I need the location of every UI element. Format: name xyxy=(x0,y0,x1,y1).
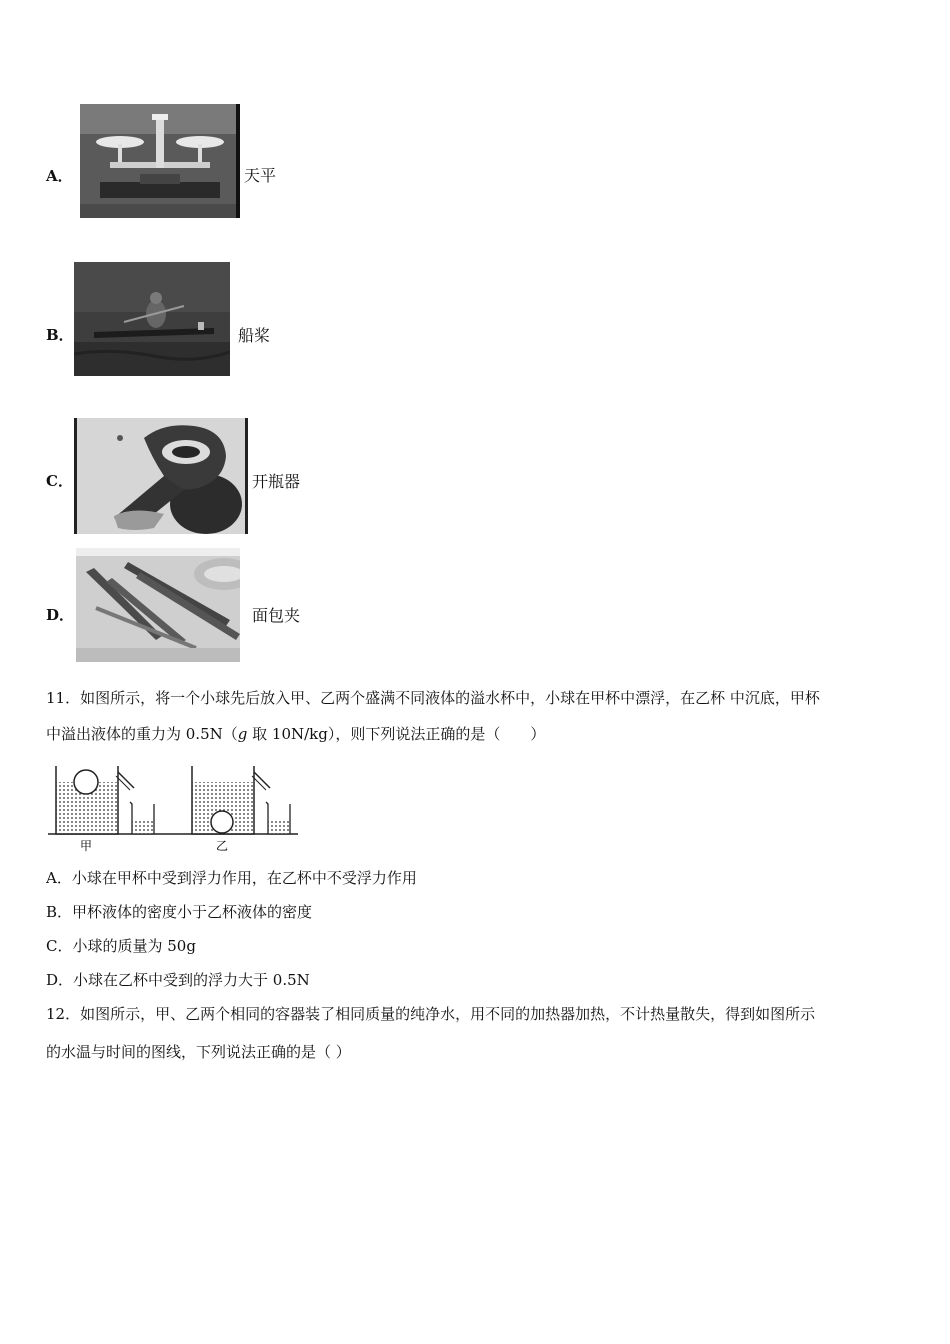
q11-option-b: B．甲杯液体的密度小于乙杯液体的密度 xyxy=(46,903,313,921)
option-b-caption: 船桨 xyxy=(238,326,271,345)
option-a-caption: 天平 xyxy=(244,166,277,185)
option-b-letter: B． xyxy=(46,326,74,344)
option-d-caption: 面包夹 xyxy=(252,606,301,625)
option-d-letter: D． xyxy=(46,606,75,624)
q11-option-d: D．小球在乙杯中受到的浮力大于 0.5N xyxy=(46,971,310,989)
option-a-letter: A． xyxy=(46,167,73,185)
q11-line-2-part-b: 取 10N/kg），则下列说法正确的是（ ） xyxy=(247,725,546,743)
q12-line-1: 12．如图所示，甲、乙两个相同的容器装了相同质量的纯净水，用不同的加热器加热，不计热量散失，得到如图所示 xyxy=(46,1005,816,1023)
q11-line-2-part-a: 中溢出液体的重力为 0.5N（ xyxy=(46,725,238,743)
option-c-letter: C． xyxy=(46,472,73,490)
oar-photo xyxy=(74,262,230,376)
bottle-opener-photo xyxy=(74,418,248,534)
q11-g-symbol: g xyxy=(237,725,248,743)
q11-option-a: A．小球在甲杯中受到浮力作用，在乙杯中不受浮力作用 xyxy=(46,869,417,887)
figure-label-yi: 乙 xyxy=(216,839,229,852)
figure-label-jia: 甲 xyxy=(80,839,93,852)
balance-photo xyxy=(80,104,240,218)
q11-line-2 xyxy=(46,724,545,744)
option-c-caption: 开瓶器 xyxy=(252,472,301,491)
q11-option-c: C．小球的质量为 50g xyxy=(46,937,196,955)
overflow-cups-figure xyxy=(46,760,306,852)
q11-line-1: 11．如图所示，将一个小球先后放入甲、乙两个盛满不同液体的溢水杯中，小球在甲杯中漂浮，在乙杯 中沉底，甲杯 xyxy=(46,689,820,707)
q12-line-2: 的水温与时间的图线，下列说法正确的是（ ） xyxy=(46,1043,351,1061)
bread-tongs-photo xyxy=(76,548,240,662)
